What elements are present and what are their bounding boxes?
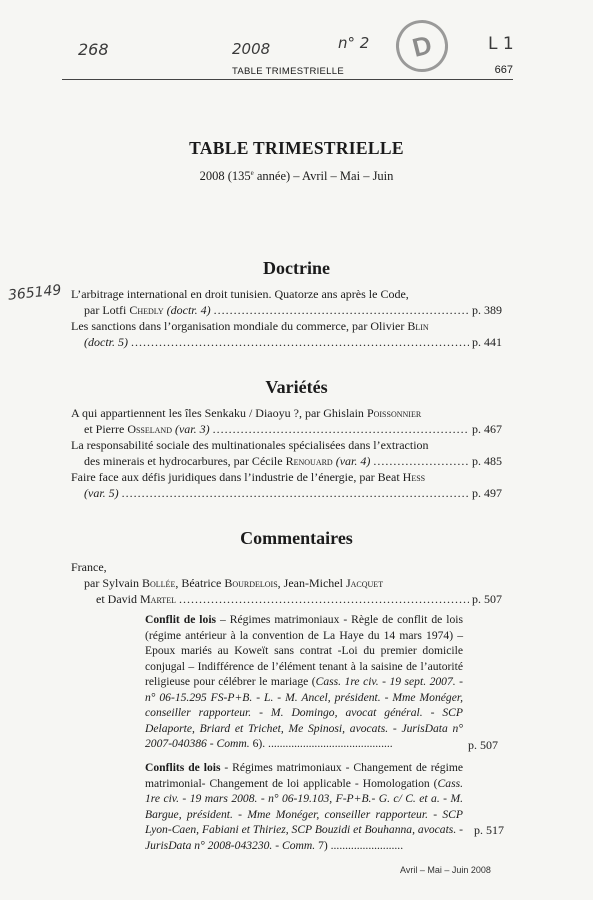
section-heading-doctrine: Doctrine [263, 258, 330, 278]
commentaires-authors-line-1: par Sylvain Bollée, Béatrice Bourdelois, Jean-Michel Jacquet [84, 576, 384, 590]
doctrine-entry-1-title: L’arbitrage international en droit tunisien. Quatorze ans après le Code, [71, 287, 409, 301]
running-header [62, 66, 513, 80]
commentaires-country: France, [71, 560, 107, 574]
handwritten-note-number: n° 2 [338, 34, 370, 52]
commentaires-authors-page: p. 507 [472, 592, 502, 606]
varietes-entry-2-title: La responsabilité sociale des multinationales spécialisées dans l’extraction [71, 438, 429, 452]
page-number: 667 [494, 64, 513, 76]
handwritten-note-268: 268 [78, 40, 109, 59]
varietes-entry-3-title: Faire face aux défis juridiques dans l’industrie de l’énergie, par Beat Hess [71, 470, 426, 484]
page-title: TABLE TRIMESTRIELLE [189, 138, 404, 158]
library-stamp: D [390, 14, 453, 77]
doctrine-entry-2-title: Les sanctions dans l’organisation mondiale du commerce, par Olivier Blin [71, 319, 429, 333]
varietes-entry-2-author-line: des minerais et hydrocarbures, par Cécile Renouard (var. 4) ..... p. 485 [84, 454, 502, 469]
varietes-entry-1-title: A qui appartiennent les îles Senkaku / Diaoyu ?, par Ghislain Poissonnier [71, 406, 422, 420]
varietes-entry-2-page: p. 485 [472, 454, 502, 468]
handwritten-margin-note: 365149 [7, 282, 63, 304]
commentaire-entry-2: Conflits de lois - Régimes matrimoniaux - Changement de régime matrimonial- Changement de loi applicable - Homologation (Cass. 1re civ. - 19 mars 2008. - n° 06-19.103, F-P+B.- G. c/ C. et a. - M. Bargue, président. - Mme Monéger, conseiller rapporteur. - SCP Lyon-Caen, Fabiani et Thiriez, SCP Bouzidi et Bouhanna, avocats. - JurisData n° 2008-043230. - Comm. 7) ......................... [145, 761, 463, 852]
doctrine-entry-1-author-line: par Lotfi Chedly (doctr. 4) ..... p. 389 [84, 303, 502, 318]
doctrine-entry-2-page: p. 441 [472, 335, 502, 349]
page-subtitle: 2008 (135e année) – Avril – Mai – Juin [199, 169, 394, 184]
handwritten-note-l1: L 1 [488, 34, 514, 54]
section-heading-commentaires: Commentaires [240, 528, 353, 548]
doctrine-entry-1-page: p. 389 [472, 303, 502, 317]
varietes-entry-3-ref-line: (var. 5) ..... p. 497 [84, 486, 502, 501]
varietes-entry-1-page: p. 467 [472, 422, 502, 436]
commentaire-entry-2-page: p. 517 [474, 823, 504, 837]
commentaires-authors-line-2: et David Martel ..... p. 507 [96, 592, 502, 607]
varietes-entry-3-page: p. 497 [472, 486, 502, 500]
section-heading-varietes: Variétés [265, 377, 328, 397]
varietes-entry-1-author-line: et Pierre Osseland (var. 3) ..... p. 467 [84, 422, 502, 437]
commentaire-entry-1-page: p. 507 [468, 738, 498, 752]
commentaire-entry-1: Conflit de lois – Régimes matrimoniaux - Règle de conflit de lois (régime antérieur à la convention de La Haye du 14 mars 1974) – Epoux mariés au Koweït sans contrat -Loi du premier domicile conjugal – Indifférence de l’élément tenant à la saisine de l’autorité religieuse pour célébrer le mariage (Cass. 1re civ. - 19 sept. 2007. - n° 06-15.295 FS-P+B. - L. - M. Ancel, président. - Mme Monéger, conseiller rapporteur. - M. Domingo, avocat général. - SCP Delaporte, Briard et Trichet, Me Spinosi, avocats. - JurisData n° 2007-040386 - Comm. 6). ........................................... [145, 613, 463, 750]
handwritten-note-2008: 2008 [232, 40, 271, 58]
running-title: TABLE TRIMESTRIELLE [232, 66, 344, 77]
doctrine-entry-2-ref-line: (doctr. 5) ..... p. 441 [84, 335, 502, 350]
page-footer: Avril – Mai – Juin 2008 [400, 865, 491, 875]
